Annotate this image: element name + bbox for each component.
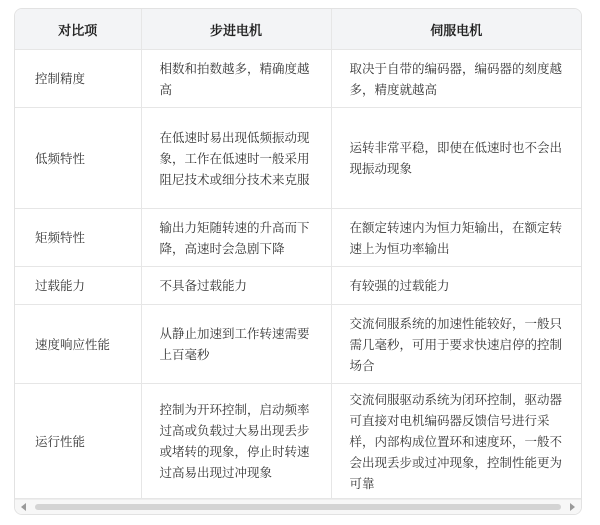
caret-left-icon[interactable] — [21, 503, 26, 511]
table-row — [15, 209, 581, 267]
stepper-cell: 从静止加速到工作转速需要上百毫秒 — [141, 305, 331, 384]
servo-cell: 取决于自带的编码器，编码器的刻度越多，精度就越高 — [331, 50, 581, 108]
row-item-cell: 速度响应性能 — [15, 305, 141, 384]
servo-cell: 有较强的过载能力 — [331, 267, 581, 305]
table-row — [15, 305, 581, 384]
row-item-cell: 矩频特性 — [15, 209, 141, 267]
servo-cell: 交流伺服系统的加速性能较好，一般只需几毫秒，可用于要求快速启停的控制场合 — [331, 305, 581, 384]
row-item-cell: 低频特性 — [15, 108, 141, 209]
scrollbar-thumb[interactable] — [35, 504, 561, 510]
servo-cell: 运转非常平稳，即使在低速时也不会出现振动现象 — [331, 108, 581, 209]
header-item: 对比项 — [15, 9, 141, 50]
row-item-cell: 过载能力 — [15, 267, 141, 305]
stepper-cell: 不具备过载能力 — [141, 267, 331, 305]
row-item-cell: 控制精度 — [15, 50, 141, 108]
horizontal-scrollbar[interactable] — [15, 499, 581, 514]
header-servo-motor: 伺服电机 — [331, 9, 581, 50]
table-header-row — [15, 9, 581, 50]
row-item-cell: 运行性能 — [15, 384, 141, 499]
caret-right-icon[interactable] — [570, 503, 575, 511]
table-row — [15, 50, 581, 108]
servo-cell: 交流伺服驱动系统为闭环控制，驱动器可直接对电机编码器反馈信号进行采样，内部构成位置环和速度环，一般不会出现丢步或过冲现象，控制性能更为可靠 — [331, 384, 581, 499]
stepper-cell: 控制为开环控制，启动频率过高或负载过大易出现丢步或堵转的现象，停止时转速过高易出现过冲现象 — [141, 384, 331, 499]
comparison-table-container — [14, 8, 582, 515]
servo-cell: 在额定转速内为恒力矩输出，在额定转速上为恒功率输出 — [331, 209, 581, 267]
stepper-cell: 在低速时易出现低频振动现象，工作在低速时一般采用阻尼技术或细分技术来克服 — [141, 108, 331, 209]
comparison-table — [15, 9, 581, 499]
header-stepper-motor: 步进电机 — [141, 9, 331, 50]
stepper-cell: 输出力矩随转速的升高而下降，高速时会急剧下降 — [141, 209, 331, 267]
table-row — [15, 384, 581, 499]
table-row — [15, 108, 581, 209]
stepper-cell: 相数和拍数越多，精确度越高 — [141, 50, 331, 108]
table-row — [15, 267, 581, 305]
